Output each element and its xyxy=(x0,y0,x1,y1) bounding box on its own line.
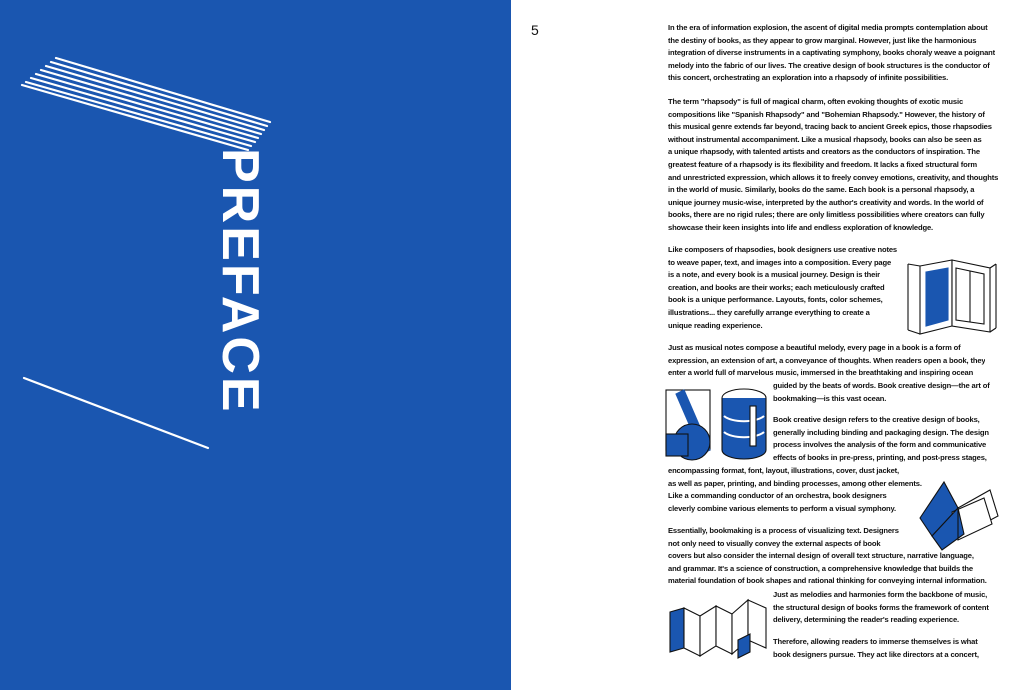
text-line: this concert, orchestrating an exploration into a rhapsody of infinite possibilities. xyxy=(668,73,949,83)
text-line: material foundation of book shapes and rational thinking for conveying internal information. xyxy=(668,576,987,586)
text-line: showcase their keen insights into life and endless exploration of knowledge. xyxy=(668,222,933,232)
accordion-fold-illustration xyxy=(666,590,770,662)
text-line: covers but also consider the internal design of overall text structure, narrative language, xyxy=(668,551,974,561)
paragraph-7 xyxy=(668,465,922,515)
text-line: guided by the beats of words. Book creative design—the art of xyxy=(773,381,990,390)
text-line: book is a unique performance. Layouts, fonts, color schemes, xyxy=(668,295,883,305)
paragraph-5 xyxy=(773,380,990,405)
text-line: melody into the fabric of our lives. The creative design of book structures is the conductor of xyxy=(668,60,990,70)
text-line: creation, and books are their works; each meticulously crafted xyxy=(668,282,885,292)
binding-shapes-illustration xyxy=(664,380,774,466)
text-line: Book creative design refers to the creative design of books, xyxy=(773,415,980,424)
paragraph-10 xyxy=(773,636,979,661)
text-line: process involves the analysis of the form and communicative xyxy=(773,440,987,450)
text-line: greatest feature of a rhapsody is its flexibility and freedom. It lacks a fixed structural form xyxy=(668,159,978,169)
folded-book-illustration xyxy=(912,478,1002,554)
text-line: generally including binding and packaging design. The design xyxy=(773,427,989,437)
text-line: expression, an extension of art, a conveyance of thoughts. When readers open a book, they xyxy=(668,355,986,365)
text-line: unique journey music-wise, interpreted by the author's creativity and words. In the world of xyxy=(668,197,984,207)
open-box-book-illustration xyxy=(900,258,1000,340)
text-line: book designers pursue. They act like directors at a concert, xyxy=(773,649,979,659)
text-line: the destiny of books, as they appear to grow marginal. However, just like the harmonious xyxy=(668,35,977,45)
text-line: delivery, determining the reader's reading experience. xyxy=(773,615,960,625)
paragraph-6 xyxy=(773,414,989,464)
preface-title: PREFACE xyxy=(211,148,269,415)
text-line: and grammar. It's a science of construction, a comprehensive knowledge that builds the xyxy=(668,563,973,573)
text-line: compositions like "Spanish Rhapsody" and "Bohemian Rhapsody." However, the history of xyxy=(668,109,985,119)
page-number: 5 xyxy=(531,22,539,38)
text-line: Essentially, bookmaking is a process of visualizing text. Designers xyxy=(668,526,899,535)
text-line: Just as musical notes compose a beautiful melody, every page in a book is a form of xyxy=(668,343,961,352)
text-line: not only need to visually convey the external aspects of book xyxy=(668,538,881,548)
paragraph-1 xyxy=(668,22,995,85)
text-line: encompassing format, font, layout, illustrations, cover, dust jacket, xyxy=(668,466,900,475)
text-line: this musical genre extends far beyond, tracing back to ancient Greek epics, those rhapsodies xyxy=(668,122,992,132)
text-line: unique reading experience. xyxy=(668,320,763,330)
text-line: books, there are no rigid rules; there are only limitless possibilities where creators can fully xyxy=(668,210,985,220)
text-line: effects of books in pre-press, printing, and post-press stages, xyxy=(773,452,987,462)
text-line: illustrations... they carefully arrange everything to create a xyxy=(668,307,870,317)
paragraph-4 xyxy=(668,342,985,380)
text-line: and unrestricted expression, which allows it to freely convey emotions, creativity, and thoughts xyxy=(668,172,999,182)
text-line: bookmaking—is this vast ocean. xyxy=(773,393,887,403)
text-line: Just as melodies and harmonies form the backbone of music, xyxy=(773,590,988,599)
text-line: enter a world full of marvelous music, immersed in the breathtaking and inspiring ocean xyxy=(668,368,974,378)
text-line: The term "rhapsody" is full of magical charm, often evoking thoughts of exotic music xyxy=(668,97,964,106)
text-line: Therefore, allowing readers to immerse themselves is what xyxy=(773,637,978,646)
paragraph-3 xyxy=(668,244,897,332)
text-line: integration of diverse instruments in a captivating symphony, books choraly weave a poignant xyxy=(668,48,996,58)
text-line: as well as paper, printing, and binding processes, among other elements. xyxy=(668,478,922,488)
text-line: to weave paper, text, and images into a composition. Every page xyxy=(668,257,892,267)
text-line: a unique rhapsody, with talented artists and creators as the conductors of inspiration. The xyxy=(668,147,980,157)
paragraph-9 xyxy=(773,589,989,627)
text-line: the structural design of books forms the framework of content xyxy=(773,602,989,612)
text-line: in the world of music. Similarly, books do the same. Each book is a personal rhapsody, a xyxy=(668,185,975,195)
text-line: In the era of information explosion, the ascent of digital media prompts contemplation about xyxy=(668,23,988,32)
text-line: Like composers of rhapsodies, book designers use creative notes xyxy=(668,245,897,254)
text-line: cleverly combine various elements to perform a visual symphony. xyxy=(668,503,897,513)
paragraph-2 xyxy=(668,96,998,235)
text-line: is a note, and every book is a musical journey. Design is their xyxy=(668,270,880,280)
text-line: Like a commanding conductor of an orchestra, book designers xyxy=(668,491,887,501)
text-line: without instrumental accompaniment. Like a musical rhapsody, books can also be seen as xyxy=(668,134,982,144)
